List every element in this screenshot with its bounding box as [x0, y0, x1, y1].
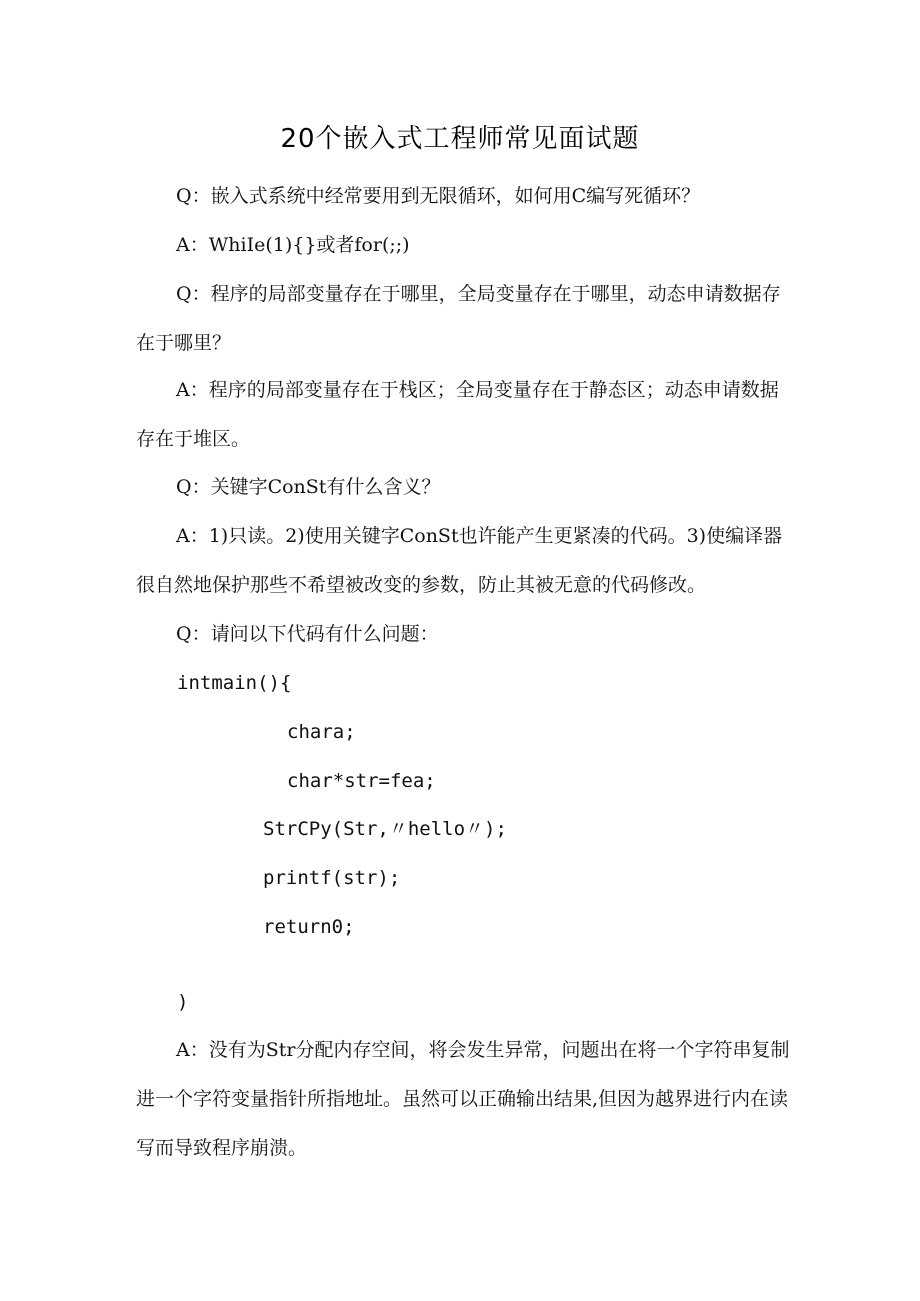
- code-line-3: char*str=fea;: [287, 770, 436, 792]
- document-title: 20个嵌入式工程师常见面试题: [280, 124, 640, 154]
- code-line-5: printf(str);: [263, 867, 401, 889]
- answer-2: A：程序的局部变量存在于栈区；全局变量存在于静态区；动态申请数据存在于堆区。: [136, 379, 779, 450]
- question-2: Q：程序的局部变量存在于哪里，全局变量存在于哪里，动态申请数据存在于哪里？: [136, 283, 781, 354]
- question-1: Q：嵌入式系统中经常要用到无限循环，如何用C编写死循环？: [176, 185, 701, 207]
- code-line-1: intmain(){: [177, 672, 292, 694]
- answer-3: A：1)只读。2)使用关键字ConSt也许能产生更紧凑的代码。3)使编译器很自然地保护那些不希望被改变的参数，防止其被无意的代码修改。: [136, 525, 783, 596]
- code-line-6: return0;: [263, 916, 355, 938]
- question-4: Q：请问以下代码有什么问题：: [176, 623, 439, 645]
- code-line-7: ): [177, 991, 189, 1013]
- code-line-4: StrCPy(Str,〃hello〃);: [263, 818, 507, 840]
- code-line-2: chara;: [287, 721, 356, 743]
- question-3: Q：关键字ConSt有什么含义？: [176, 476, 441, 498]
- answer-1: A：WhiIe(1){}或者for(;;): [176, 234, 410, 256]
- answer-4: A：没有为Str分配内存空间，将会发生异常，问题出在将一个字符串复制进一个字符变量指针所指地址。虽然可以正确输出结果,但因为越界进行内在读写而导致程序崩溃。: [136, 1039, 790, 1159]
